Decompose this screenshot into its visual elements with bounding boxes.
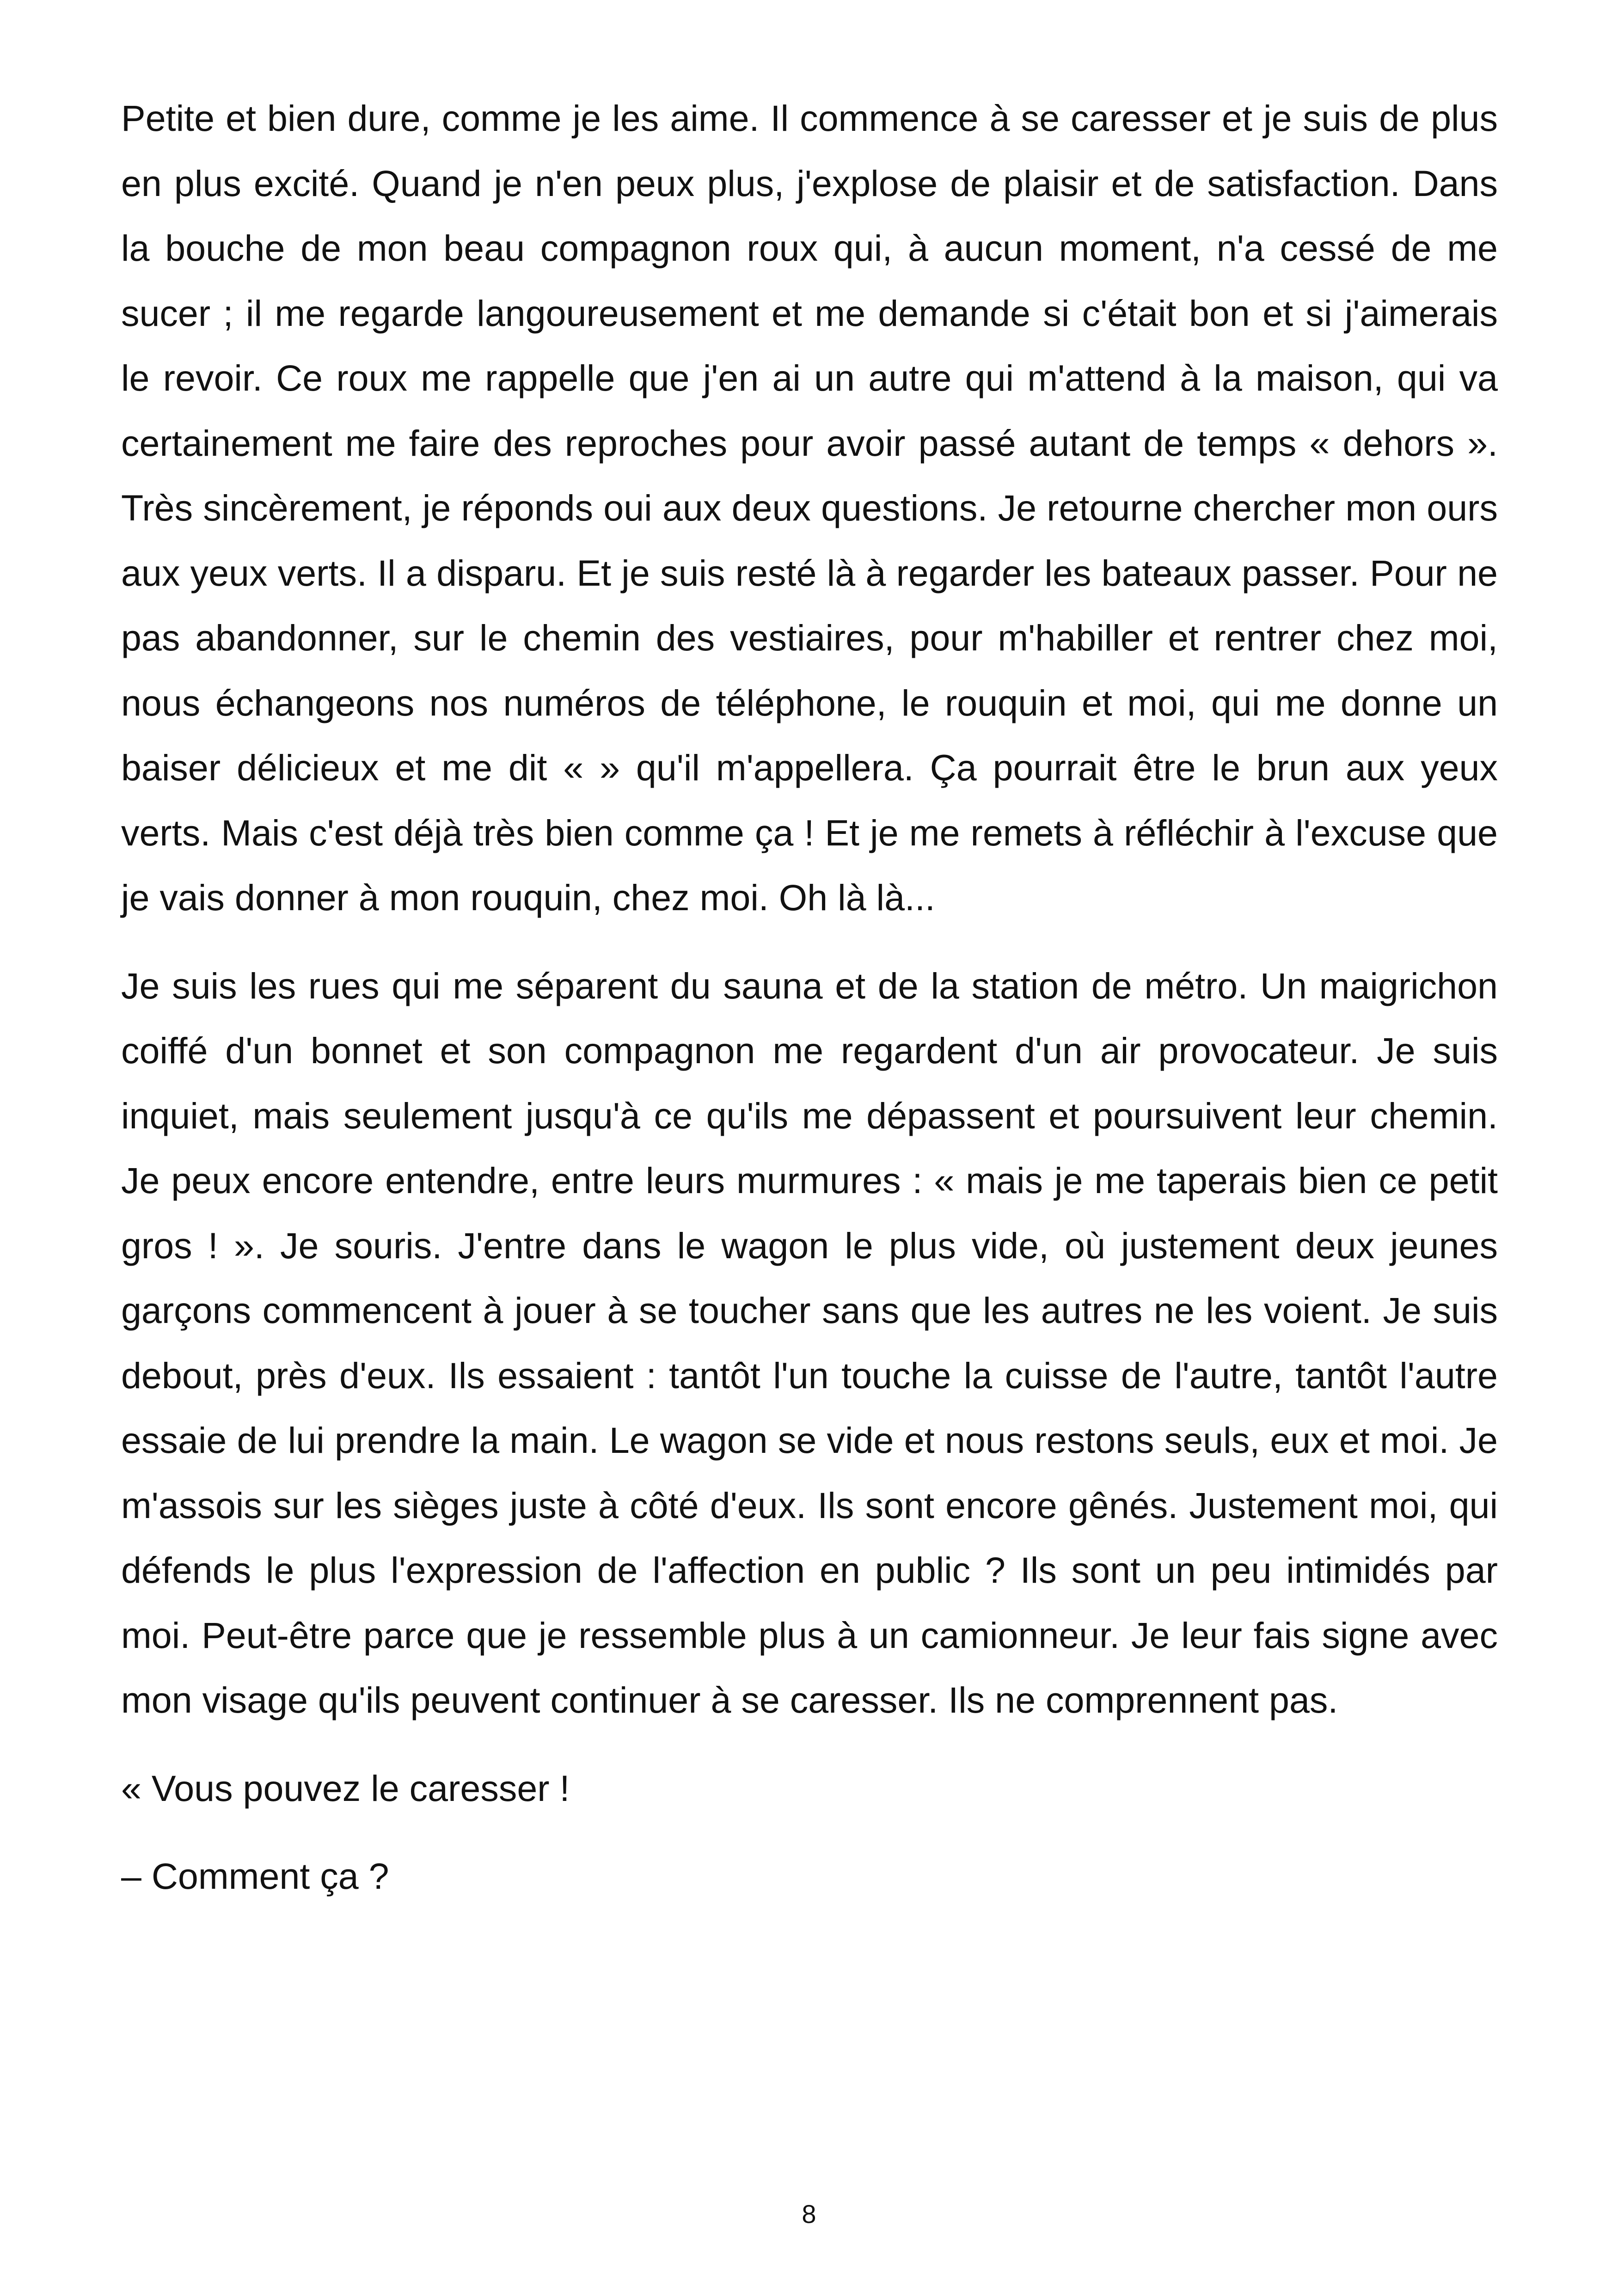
paragraph-2: Je suis les rues qui me séparent du sauna et de la station de métro. Un maigrichon coiffé d'un bonnet et son compagnon me regardent d'un air provocateur. Je suis inquiet, mais seulement jusqu'à ce qu'ils me dépassent et poursuivent leur chemin. Je peux encore entendre, entre leurs murmures : « mais je me taperais bien ce petit gros ! ». Je souris. J'entre dans le wagon le plus vide, où justement deux jeunes garçons commencent à jouer à se toucher sans que les autres ne les voient. Je suis debout, près d'eux. Ils essaient : tantôt l'un touche la cuisse de l'autre, tantôt l'autre essaie de lui prendre la main. Le wagon se vide et nous restons seuls, eux et moi. Je m'assois sur les sièges juste à côté d'eux. Ils sont encore gênés. Justement moi, qui défends le plus l'expression de l'affection en public ? Ils sont un peu intimidés par moi. Peut-être parce que je ressemble plus à un camionneur. Je leur fais signe avec mon visage qu'ils peuvent continuer à se caresser. Ils ne comprennent pas.	[121, 965, 1498, 1720]
dialogue-line-2: – Comment ça ?	[121, 1855, 389, 1897]
dialogue-line-1: « Vous pouvez le caresser !	[121, 1767, 570, 1809]
page-number: 8	[802, 2199, 816, 2229]
body-text	[121, 86, 1498, 1909]
paragraph-1: Petite et bien dure, comme je les aime. Il commence à se caresser et je suis de plus en plus excité. Quand je n'en peux plus, j'explose de plaisir et de satisfaction. Dans la bouche de mon beau compagnon roux qui, à aucun moment, n'a cessé de me sucer ; il me regarde langoureusement et me demande si c'était bon et si j'aimerais le revoir. Ce roux me rappelle que j'en ai un autre qui m'attend à la maison, qui va certainement me faire des reproches pour avoir passé autant de temps « dehors ». Très sincèrement, je réponds oui aux deux questions. Je retourne chercher mon ours aux yeux verts. Il a disparu. Et je suis resté là à regarder les bateaux passer. Pour ne pas abandonner, sur le chemin des vestiaires, pour m'habiller et rentrer chez moi, nous échangeons nos numéros de téléphone, le rouquin et moi, qui me donne un baiser délicieux et me dit « » qu'il m'appellera. Ça pourrait être le brun aux yeux verts. Mais c'est déjà très bien comme ça ! Et je me remets à réfléchir à l'excuse que je vais donner à mon rouquin, chez moi. Oh là là...	[121, 98, 1498, 918]
